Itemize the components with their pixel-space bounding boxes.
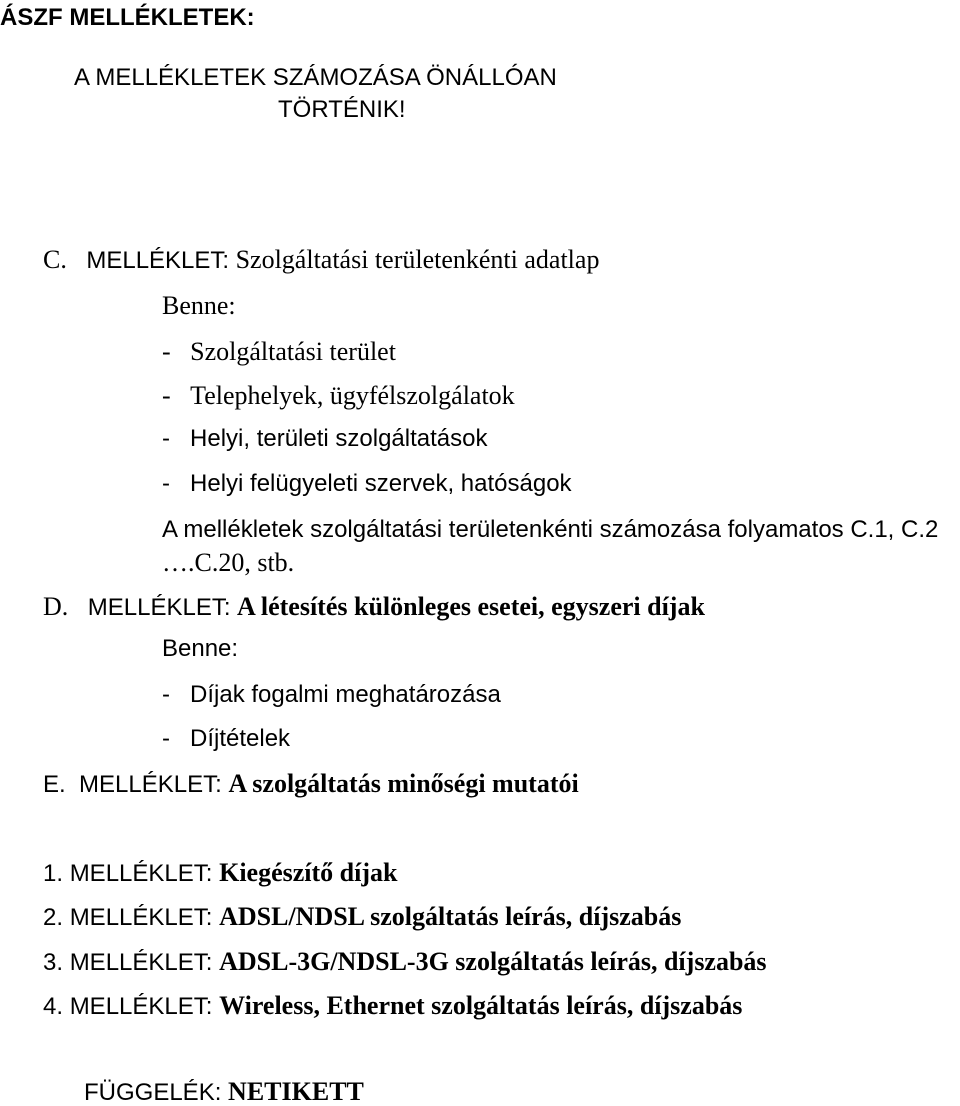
- section-e-label: MELLÉKLET:: [79, 771, 222, 798]
- section-d-marker: D.: [43, 592, 69, 621]
- section-c-note-line2: ….C.20, stb.: [162, 548, 295, 577]
- annex-4-label: MELLÉKLET:: [69, 993, 213, 1020]
- annex-3-title: ADSL-3G/NDSL-3G szolgáltatás leírás, díjszabás: [219, 947, 767, 976]
- annex-2-title: ADSL/NDSL szolgáltatás leírás, díjszabás: [219, 902, 682, 931]
- annex-4-heading: [43, 993, 742, 1019]
- bullet-dash: -: [162, 470, 170, 497]
- bullet-dash: -: [162, 681, 170, 708]
- section-c-item: [162, 339, 396, 365]
- annex-1-title: Kiegészítő díjak: [219, 858, 398, 887]
- section-d-title: A létesítés különleges esetei, egyszeri díjak: [237, 592, 705, 621]
- section-d-item-label: Díjtételek: [190, 725, 291, 752]
- section-c-item: [162, 427, 487, 451]
- section-c-item-label: Helyi felügyeleti szervek, hatóságok: [190, 470, 572, 497]
- annex-1-label: MELLÉKLET:: [69, 860, 213, 887]
- annex-1-marker: 1.: [43, 860, 64, 887]
- appendix-heading: [84, 1079, 364, 1105]
- annex-2-heading: [43, 904, 681, 930]
- annex-2-marker: 2.: [43, 904, 64, 931]
- section-e-heading: [43, 771, 579, 797]
- annex-1-heading: [43, 860, 397, 886]
- section-d-contains: Benne:: [162, 635, 239, 662]
- section-c-heading: [43, 247, 599, 273]
- section-c-item-label: Szolgáltatási terület: [190, 337, 396, 366]
- annex-4-title: Wireless, Ethernet szolgáltatás leírás, díjszabás: [219, 991, 743, 1020]
- section-d-item: [162, 683, 501, 707]
- bullet-dash: -: [162, 425, 170, 452]
- bullet-dash: -: [162, 337, 171, 366]
- section-c-contains: Benne:: [162, 291, 236, 320]
- section-d-item: [162, 727, 290, 751]
- section-e-marker: E.: [43, 771, 66, 798]
- section-c-item-label: Telephelyek, ügyfélszolgálatok: [190, 381, 515, 410]
- section-e-title: A szolgáltatás minőségi mutatói: [228, 769, 579, 798]
- numbering-note-line2: TÖRTÉNIK!: [278, 96, 406, 123]
- annex-3-label: MELLÉKLET:: [69, 949, 213, 976]
- section-c-label: MELLÉKLET:: [86, 247, 230, 274]
- document-title: ÁSZF MELLÉKLETEK:: [0, 4, 255, 31]
- section-c-item: [162, 472, 572, 496]
- appendix-title: NETIKETT: [228, 1077, 364, 1106]
- bullet-dash: -: [162, 381, 171, 410]
- section-c-item-label: Helyi, területi szolgáltatások: [190, 425, 488, 452]
- section-d-label: MELLÉKLET:: [87, 594, 231, 621]
- appendix-label: FÜGGELÉK:: [84, 1079, 222, 1106]
- annex-2-label: MELLÉKLET:: [69, 904, 213, 931]
- section-c-marker: C.: [43, 245, 67, 274]
- section-c-title: Szolgáltatási területenkénti adatlap: [235, 245, 600, 274]
- annex-3-marker: 3.: [43, 949, 64, 976]
- annex-3-heading: [43, 949, 767, 975]
- numbering-note-line1: A MELLÉKLETEK SZÁMOZÁSA ÖNÁLLÓAN: [74, 64, 557, 91]
- bullet-dash: -: [162, 725, 170, 752]
- section-d-heading: [43, 594, 705, 620]
- annex-4-marker: 4.: [43, 993, 64, 1020]
- section-d-item-label: Díjak fogalmi meghatározása: [190, 681, 501, 708]
- section-c-item: [162, 383, 515, 409]
- section-c-note-line1: A mellékletek szolgáltatási területenkénti számozása folyamatos C.1, C.2: [162, 516, 939, 543]
